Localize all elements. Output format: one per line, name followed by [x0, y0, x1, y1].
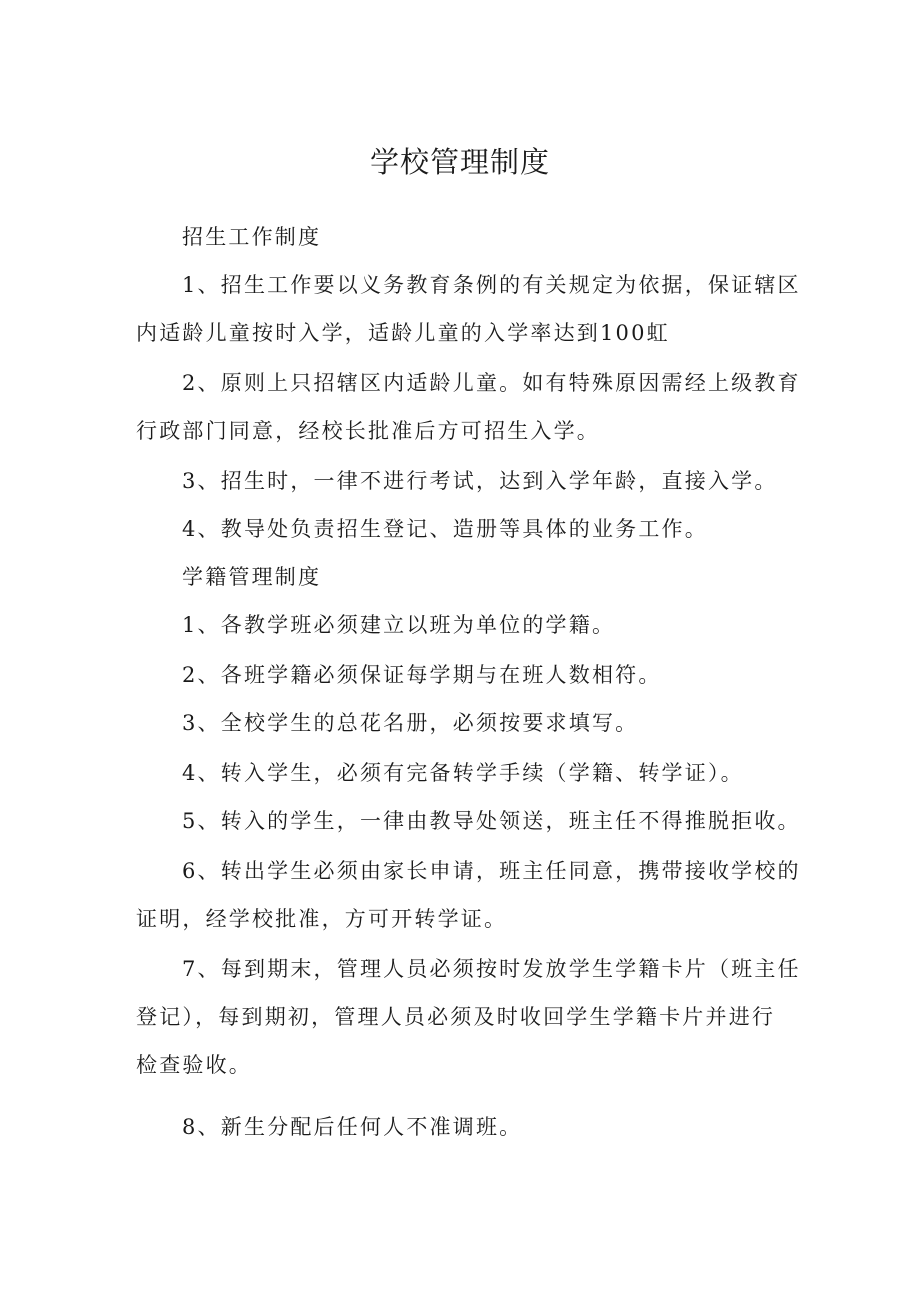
paragraph-line: 3、招生时，一律不进行考试，达到入学年龄，直接入学。: [182, 469, 778, 493]
paragraph-line: 登记），每到期初，管理人员必须及时收回学生学籍卡片并进行: [136, 1005, 776, 1029]
paragraph-line: 检查验收。: [136, 1053, 252, 1077]
section-heading-student-records: 学籍管理制度: [182, 565, 322, 589]
paragraph-line: 证明，经学校批准，方可开转学证。: [136, 907, 508, 931]
paragraph-line: 2、各班学籍必须保证每学期与在班人数相符。: [182, 663, 662, 687]
document-title: 学校管理制度: [369, 145, 550, 179]
section-heading-enrollment: 招生工作制度: [182, 225, 322, 249]
paragraph-line: 3、全校学生的总花名册，必须按要求填写。: [182, 711, 639, 735]
paragraph-line: 7、每到期末，管理人员必须按时发放学生学籍卡片（班主任: [182, 957, 801, 981]
paragraph-line: 5、转入的学生，一律由教导处领送，班主任不得推脱拒收。: [182, 809, 801, 833]
paragraph-line: 2、原则上只招辖区内适龄儿童。如有特殊原因需经上级教育: [182, 371, 801, 395]
paragraph-line: 4、转入学生，必须有完备转学手续（学籍、转学证）。: [182, 761, 744, 785]
paragraph-line: 1、招生工作要以义务教育条例的有关规定为依据，保证辖区: [182, 273, 801, 297]
paragraph-line: 行政部门同意，经校长批准后方可招生入学。: [136, 419, 600, 443]
paragraph-line: 8、新生分配后任何人不准调班。: [182, 1115, 523, 1139]
paragraph-line: 6、转出学生必须由家长申请，班主任同意，携带接收学校的: [182, 859, 801, 883]
paragraph-line: 4、教导处负责招生登记、造册等具体的业务工作。: [182, 517, 708, 541]
paragraph-line: 1、各教学班必须建立以班为单位的学籍。: [182, 613, 616, 637]
paragraph-line: 内适龄儿童按时入学，适龄儿童的入学率达到100虹: [136, 321, 670, 345]
